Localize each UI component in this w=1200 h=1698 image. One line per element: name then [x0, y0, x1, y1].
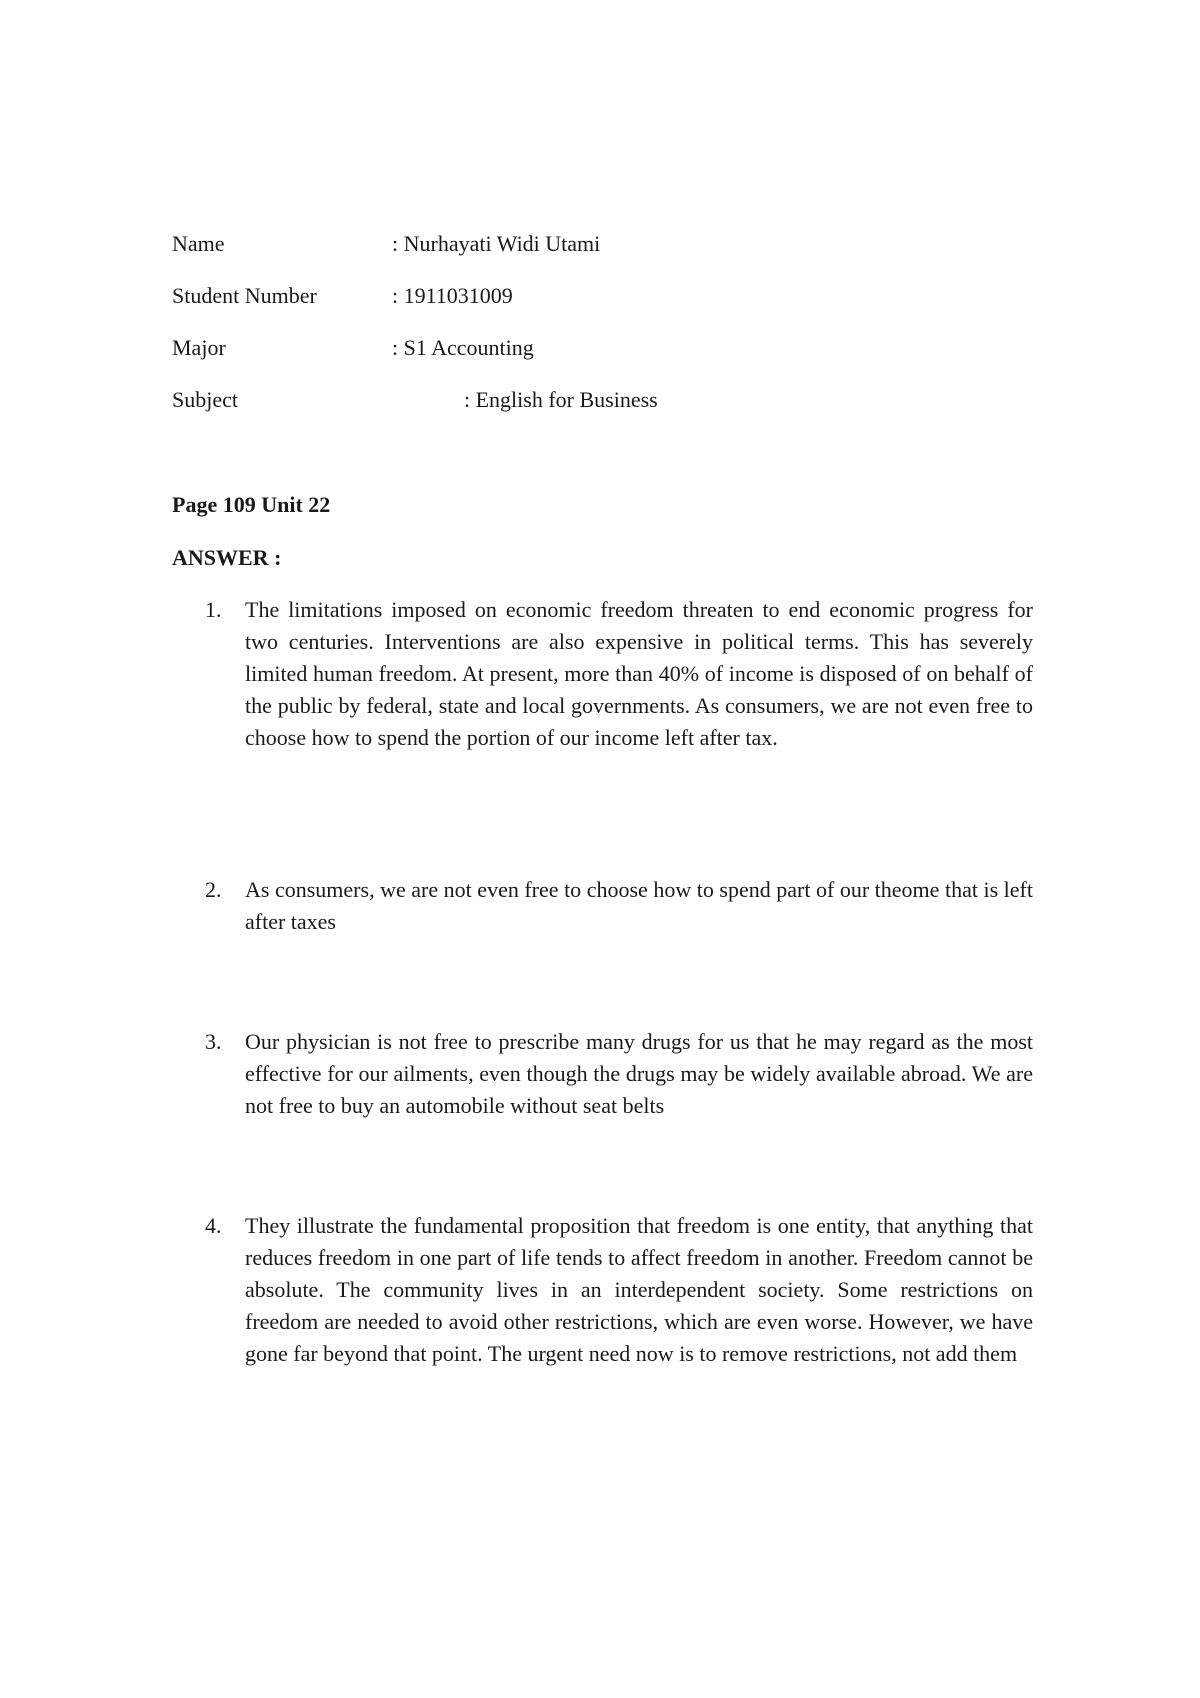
major-value: : S1 Accounting — [392, 335, 534, 360]
answer-text: As consumers, we are not even free to choose how to spend part of our theome that is left after taxes — [245, 877, 1033, 934]
answer-item-2 — [205, 874, 1033, 938]
subject-label: Subject — [172, 387, 238, 412]
page-heading: Page 109 Unit 22 — [172, 492, 331, 517]
student-number-label: Student Number — [172, 283, 317, 308]
subject-value: : English for Business — [464, 387, 658, 412]
answer-number: 1. — [205, 597, 222, 622]
answer-heading: ANSWER : — [172, 545, 282, 570]
name-value: : Nurhayati Widi Utami — [392, 231, 601, 256]
answer-number: 2. — [205, 877, 222, 902]
student-number-value: : 1911031009 — [392, 283, 513, 308]
major-label: Major — [172, 335, 226, 360]
answer-number: 4. — [205, 1213, 222, 1238]
answer-text: The limitations imposed on economic freedom threaten to end economic progress for two centuries. Interventions are also expensive in political terms. This has severely limited human freedom. At present, more than 40% of income is disposed of on behalf of the public by federal, state and local governments. As consumers, we are not even free to choose how to spend the portion of our income left after tax. — [245, 597, 1033, 750]
answer-text: They illustrate the fundamental proposition that freedom is one entity, that anything that reduces freedom in one part of life tends to affect freedom in another. Freedom cannot be absolute. The community lives in an interdependent society. Some restrictions on freedom are needed to avoid other restrictions, which are even worse. However, we have gone far beyond that point. The urgent need now is to remove restrictions, not add them — [245, 1213, 1033, 1366]
answer-text: Our physician is not free to prescribe many drugs for us that he may regard as the most effective for our ailments, even though the drugs may be widely available abroad. We are not free to buy an automobile without seat belts — [245, 1029, 1033, 1118]
answer-item-1 — [205, 594, 1033, 754]
answer-item-4 — [205, 1210, 1033, 1370]
name-label: Name — [172, 231, 225, 256]
answer-number: 3. — [205, 1029, 222, 1054]
answer-item-3 — [205, 1026, 1033, 1122]
